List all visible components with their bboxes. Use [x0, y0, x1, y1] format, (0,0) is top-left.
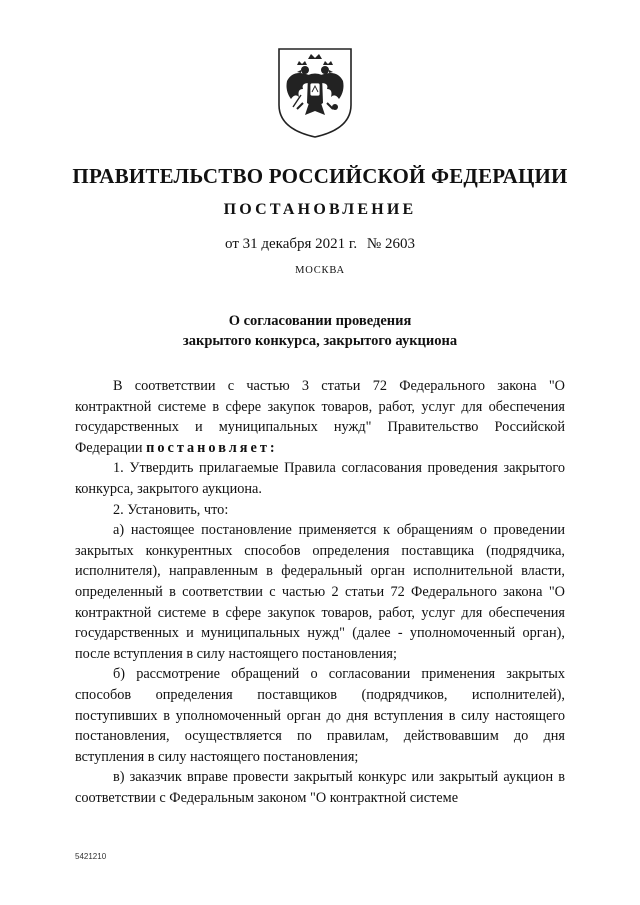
document-type: ПОСТАНОВЛЕНИЕ	[223, 201, 417, 218]
paragraph-item-2: 2. Установить, что:	[113, 501, 229, 518]
document-number: № 2603	[366, 236, 415, 252]
paragraph-item-2a: а) настоящее постановление применяется к обращениям о проведении закрытых конкурентных способов определения поставщика (подрядчика, исполнителя), направленным в федеральный орган исполнительной власти, определенный в соответствии с частью 2 статьи 72 Федерального закона "О контрактной системе в сфере закупок товаров, работ, услуг для обеспечения государственных и муниципальных нужд" (далее - уполномоченный орган), после вступления в силу настоящего постановления;	[75, 522, 565, 662]
coat-of-arms-emblem	[275, 45, 355, 140]
government-title: ПРАВИТЕЛЬСТВО РОССИЙСКОЙ ФЕДЕРАЦИИ	[72, 164, 568, 188]
paragraph-intro	[75, 376, 565, 458]
resolves-word: постановляет:	[146, 439, 278, 456]
document-date-line	[0, 236, 640, 253]
paragraph-item-2b: б) рассмотрение обращений о согласовании применения закрытых способов определения поставщиков (подрядчиков, исполнителей), поступивших в уполномоченный орган до дня вступления в силу настоящего постановления, осуществляется по правилам, действовавшим до дня вступления в силу настоящего постановления;	[75, 666, 565, 765]
document-date: от 31 декабря 2021 г.	[225, 236, 358, 252]
city-name: МОСКВА	[295, 265, 345, 276]
paragraph-item-1: 1. Утвердить прилагаемые Правила согласования проведения закрытого конкурса, закрытого аукциона.	[75, 460, 565, 497]
paragraph-item-2c: в) заказчик вправе провести закрытый конкурс или закрытый аукцион в соответствии с Федеральным законом "О контрактной системе	[75, 769, 565, 806]
document-body	[75, 376, 565, 808]
subject-line-1: О согласовании проведения	[228, 313, 412, 329]
double-headed-eagle-icon	[275, 45, 355, 140]
document-code: 5421210	[75, 852, 107, 861]
document-subject	[0, 311, 640, 351]
subject-line-2: закрытого конкурса, закрытого аукциона	[182, 333, 458, 349]
intro-text: В соответствии с частью 3 статьи 72 Федерального закона "О контрактной системе в сфере закупок товаров, работ, услуг для обеспечения государственных и муниципальных нужд" Правительство Российской Федерации	[75, 378, 565, 456]
